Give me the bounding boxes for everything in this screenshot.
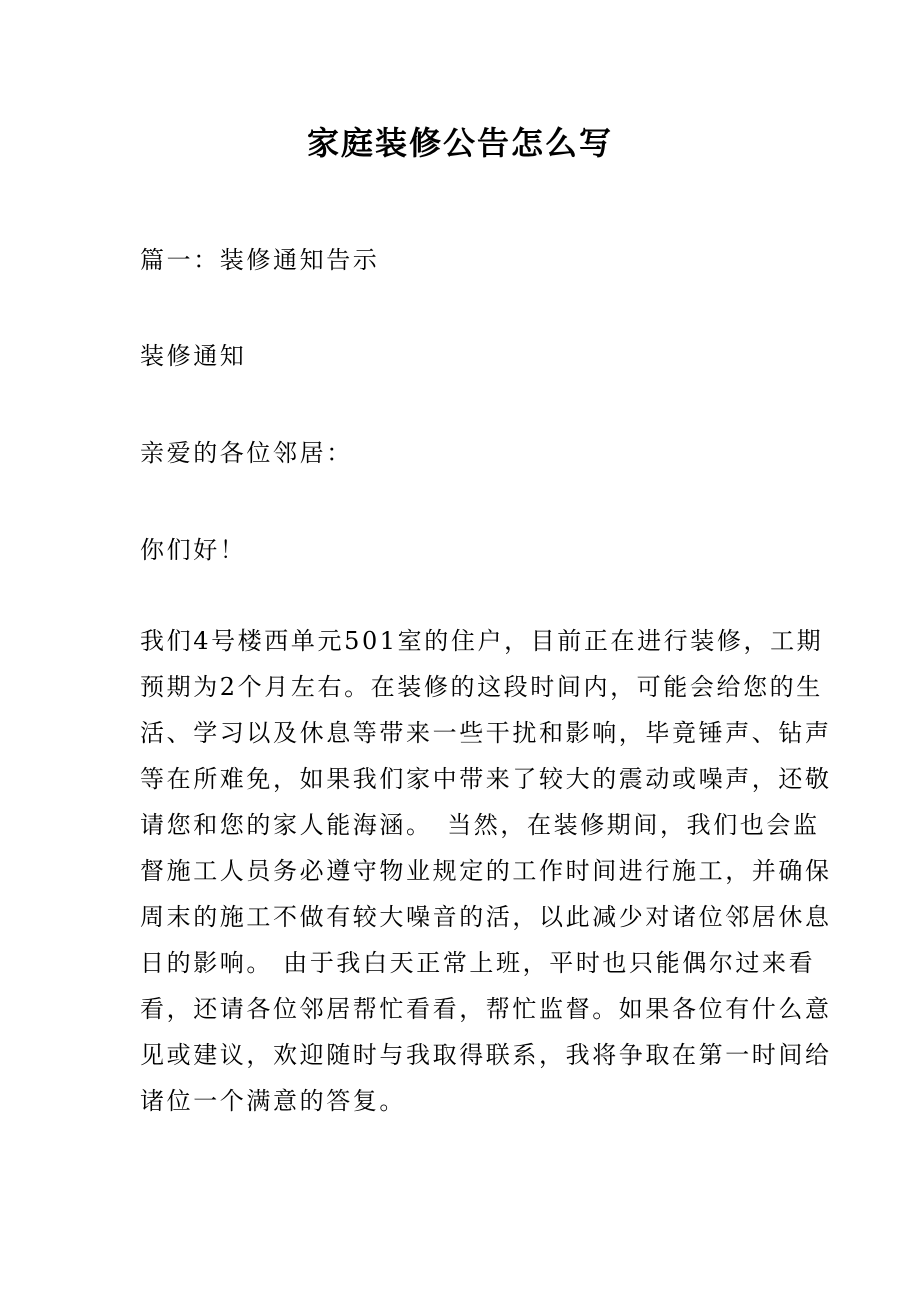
body-line: 诸位一个满意的答复。 bbox=[140, 1087, 406, 1115]
body-line: 活、学习以及休息等带来一些干扰和影响，毕竟锤声、钻声 bbox=[140, 719, 832, 747]
body-line: 等在所难免，如果我们家中带来了较大的震动或噪声，还敬 bbox=[140, 765, 832, 793]
body-line: 预期为2个月左右。在装修的这段时间内，可能会给您的生 bbox=[140, 673, 823, 701]
document-title: 家庭装修公告怎么写 bbox=[306, 124, 613, 162]
body-line: 见或建议，欢迎随时与我取得联系，我将争取在第一时间给 bbox=[140, 1041, 832, 1069]
body-line: 日的影响。 由于我白天正常上班，平时也只能偶尔过来看 bbox=[140, 949, 816, 977]
body-line: 我们4号楼西单元501室的住户，目前正在进行装修，工期 bbox=[140, 627, 824, 655]
body-line: 请您和您的家人能海涵。 当然，在装修期间，我们也会监 bbox=[140, 811, 820, 839]
body-line: 看，还请各位邻居帮忙看看，帮忙监督。如果各位有什么意 bbox=[140, 995, 832, 1023]
body-line: 周末的施工不做有较大噪音的活，以此减少对诸位邻居休息 bbox=[140, 903, 832, 931]
salutation: 亲爱的各位邻居： bbox=[140, 439, 353, 467]
greeting: 你们好！ bbox=[140, 536, 247, 564]
section-heading: 篇一：装修通知告示 bbox=[140, 246, 380, 274]
body-line: 督施工人员务必遵守物业规定的工作时间进行施工，并确保 bbox=[140, 857, 832, 885]
notice-title: 装修通知 bbox=[140, 342, 247, 370]
notice-body bbox=[140, 618, 832, 1124]
